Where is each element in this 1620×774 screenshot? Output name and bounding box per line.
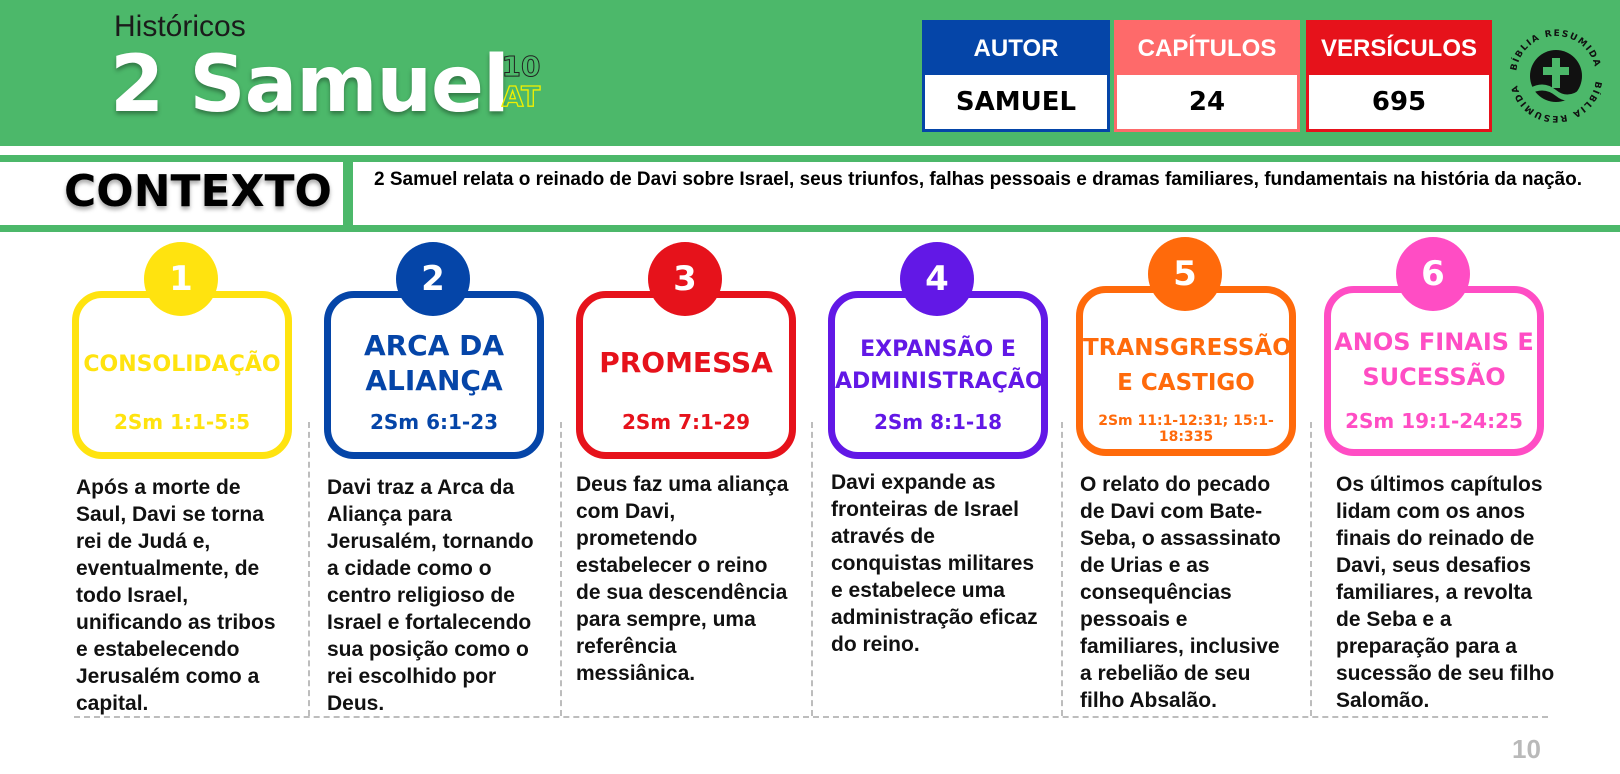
section-number-6: 6 [1396, 237, 1470, 311]
column-separator [811, 422, 813, 716]
section-description-5: O relato do pecado de Davi com Bate-Seba, o assassinato de Urias e as consequências pessoais e familiares, inclusive a rebelião de seu filho Absalão. [1080, 473, 1281, 712]
section-reference: 2Sm 7:1-29 [621, 410, 751, 434]
section-number-2: 2 [396, 242, 470, 316]
logo-ring-text-2: BÍBLIA RESUMIDA [1509, 80, 1603, 124]
section-title: ANOS FINAIS E SUCESSÃO [1334, 328, 1534, 391]
section-reference: 2Sm 8:1-18 [873, 410, 1003, 434]
section-description-4: Davi expande as fronteiras de Israel através de conquistas militares e estabelece uma administração eficaz do reino. [831, 471, 1038, 656]
author-label: AUTOR [925, 23, 1107, 75]
verses-value: 695 [1371, 87, 1427, 117]
section-number-4: 4 [900, 242, 974, 316]
biblia-resumida-logo [1504, 24, 1608, 128]
section-card-6 [1324, 286, 1544, 456]
bottom-separator [74, 716, 1548, 718]
section-number-5: 5 [1148, 237, 1222, 311]
section-reference: 2Sm 1:1-5:5 [113, 410, 251, 434]
page-number: 10 [1512, 734, 1541, 764]
section-title: CONSOLIDAÇÃO [83, 352, 281, 377]
category-label: Históricos [114, 10, 246, 43]
verses-label: VERSÍCULOS [1309, 23, 1489, 75]
context-label: CONTEXTO [64, 166, 332, 217]
section-description-1: Após a morte de Saul, Davi se torna rei de Judá e, eventualmente, de todo Israel, unificando as tribos e estabelecendo Jerusalém como a capital. [76, 476, 276, 715]
section-description-2: Davi traz a Arca da Aliança para Jerusalém, tornando a cidade como o centro religioso de Israel e fortalecendo sua posição como o rei escolhido por Deus. [327, 476, 534, 715]
verses-box [1306, 20, 1492, 132]
section-card-1 [72, 291, 292, 459]
section-number-1: 1 [144, 242, 218, 316]
section-title: PROMESSA [599, 346, 773, 379]
section-card-2 [324, 291, 544, 459]
section-title: EXPANSÃO E ADMINISTRAÇÃO [835, 337, 1044, 394]
testament-label: AT [501, 80, 541, 113]
context-bottom-rule [0, 225, 1620, 232]
section-card-3 [576, 291, 796, 459]
book-number: 10 [501, 50, 541, 83]
section-description-6: Os últimos capítulos lidam com os anos finais do reinado de Davi, seus desafios familiares, a revolta de Seba e a preparação para a sucessão de seu filho Salomão. [1336, 473, 1555, 712]
context-text: 2 Samuel relata o reinado de Davi sobre Israel, seus triunfos, falhas pessoais e dramas familiares, fundamentais na história da nação. [374, 169, 1583, 190]
logo-ring-text: BÍBLIA RESUMIDA [1509, 28, 1603, 72]
book-badge [496, 52, 546, 112]
section-card-5 [1076, 286, 1296, 456]
book-title: 2 Samuel [110, 40, 509, 130]
column-separator [1061, 422, 1063, 716]
section-title: TRANSGRESSÃO E CASTIGO [1083, 335, 1292, 396]
section-reference: 2Sm 6:1-23 [369, 410, 499, 434]
author-box [922, 20, 1110, 132]
column-separator [308, 422, 310, 716]
column-separator [560, 422, 562, 716]
chapters-value: 24 [1188, 87, 1226, 117]
section-card-4 [828, 291, 1048, 459]
section-title: ARCA DA ALIANÇA [363, 329, 505, 397]
section-description-3: Deus faz uma aliança com Davi, prometendo estabelecer o reino de sua descendência para sempre, uma referência messiânica. [576, 473, 789, 685]
chapters-box [1114, 20, 1300, 132]
section-reference: 2Sm 19:1-24:25 [1345, 409, 1523, 433]
author-value: SAMUEL [955, 87, 1077, 117]
context-divider [343, 155, 353, 232]
chapters-label: CAPÍTULOS [1117, 23, 1297, 75]
column-separator [1310, 422, 1312, 716]
section-reference: 2Sm 11:1-12:31; 15:1-18:335 [1098, 413, 1274, 445]
context-top-rule [0, 155, 1620, 162]
section-number-3: 3 [648, 242, 722, 316]
